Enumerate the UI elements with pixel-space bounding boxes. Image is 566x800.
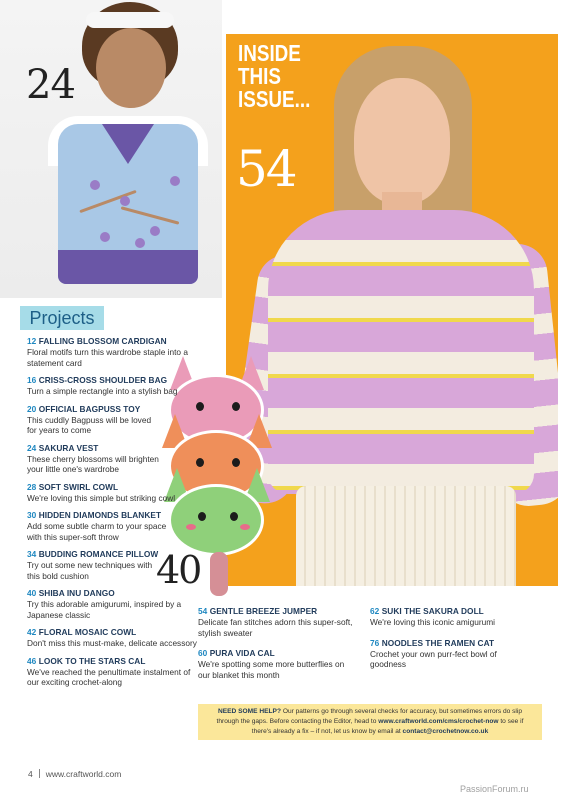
project-description: This cuddly Bagpuss will be loved for years to come — [27, 414, 152, 435]
project-item[interactable] — [27, 549, 197, 581]
projects-column-3 — [370, 606, 540, 680]
project-item[interactable] — [370, 638, 540, 670]
project-description: We're loving this iconic amigurumi — [370, 617, 496, 627]
project-item[interactable] — [27, 336, 197, 368]
project-item[interactable] — [27, 443, 197, 475]
sakura-vest-page-number: 24 — [26, 62, 75, 108]
project-title: 34 BUDDING ROMANCE PILLOW — [27, 549, 159, 559]
footer-site[interactable]: www.craftworld.com — [45, 769, 122, 779]
child-face — [96, 28, 166, 108]
sakura-vest-photo — [0, 0, 222, 298]
project-title: 20 OFFICIAL BAGPUSS TOY — [27, 403, 141, 414]
vest-flower — [150, 226, 160, 236]
dango-eye — [196, 402, 204, 411]
project-description: Turn a simple rectangle into a stylish bag — [27, 386, 178, 396]
project-description: Add some subtle charm to your space with this super-soft throw — [27, 521, 167, 542]
project-item[interactable] — [27, 482, 197, 504]
dango-eye — [232, 458, 240, 467]
projects-heading: Projects — [20, 306, 104, 330]
project-item[interactable] — [27, 375, 197, 397]
project-title: 12 FALLING BLOSSOM CARDIGAN — [27, 336, 167, 346]
dango-page-number: 40 — [156, 548, 201, 592]
projects-list — [27, 336, 197, 695]
project-item[interactable] — [27, 510, 197, 542]
help-link-email[interactable]: contact@crochetnow.co.uk — [402, 728, 489, 735]
dango-eye — [196, 458, 204, 467]
project-item[interactable] — [27, 588, 197, 620]
help-text: Our patterns go through several checks for accuracy, but sometimes errors do slip through the gaps. Before contacting the Editor, head to — [216, 708, 523, 725]
child-vest-ribbing — [58, 250, 198, 284]
dango-eye — [232, 402, 240, 411]
help-text: to see if there's already a fix – if not, let us know by email at — [251, 718, 524, 735]
vest-flower — [120, 196, 130, 206]
project-title: 46 LOOK TO THE STARS CAL — [27, 655, 146, 666]
need-help-box — [198, 704, 542, 740]
project-item[interactable] — [198, 606, 358, 638]
project-description: Try out some new techniques with this bold cushion — [27, 560, 153, 581]
woman-face — [354, 78, 450, 204]
footer-divider — [39, 769, 40, 778]
project-title: 54 GENTLE BREEZE JUMPER — [198, 606, 318, 616]
project-description: We've reached the penultimate instalment of our exciting crochet-along — [27, 666, 191, 687]
project-item[interactable] — [27, 404, 197, 436]
project-item[interactable] — [27, 656, 197, 688]
vest-flower — [135, 238, 145, 248]
project-description: Floral motifs turn this wardrobe staple into a statement card — [27, 347, 188, 368]
vest-flower — [170, 176, 180, 186]
jumper-page-number: 54 — [236, 140, 296, 198]
page-footer — [28, 769, 121, 779]
pleated-skirt — [296, 486, 516, 586]
project-description: We're spotting some more butterflies on our blanket this month — [198, 659, 345, 680]
project-title: 16 CRISS-CROSS SHOULDER BAG — [27, 375, 168, 385]
dango-eye — [198, 512, 206, 521]
project-item[interactable] — [370, 606, 540, 628]
project-title: 76 NOODLES THE RAMEN CAT — [370, 637, 495, 648]
project-item[interactable] — [198, 648, 358, 680]
project-title: 62 SUKI THE SAKURA DOLL — [370, 606, 484, 616]
project-item[interactable] — [27, 627, 197, 649]
help-link-website[interactable]: www.craftworld.com/cms/crochet-now — [378, 718, 499, 725]
page-number: 4 — [28, 769, 33, 779]
project-description: These cherry blossoms will brighten your little one's wardrobe — [27, 453, 159, 474]
project-title: 24 SAKURA VEST — [27, 442, 99, 453]
child-headband — [86, 12, 174, 28]
project-description: Crochet your own purr-fect bowl of goodness — [370, 648, 497, 669]
project-description: We're loving this simple but striking cowl — [27, 492, 176, 503]
watermark: PassionForum.ru — [460, 784, 529, 794]
project-title: 40 SHIBA INU DANGO — [27, 588, 115, 598]
project-title: 60 PURA VIDA CAL — [198, 648, 275, 658]
dango-cheek — [240, 524, 250, 530]
project-description: Delicate fan stitches adorn this super-soft, stylish sweater — [198, 617, 353, 638]
vest-flower — [100, 232, 110, 242]
project-title: 30 HIDDEN DIAMONDS BLANKET — [27, 510, 162, 520]
vest-flower — [90, 180, 100, 190]
inside-this-issue-title: INSIDE THIS ISSUE... — [238, 40, 311, 112]
jumper-body — [268, 210, 534, 494]
project-title: 28 SOFT SWIRL COWL — [27, 481, 119, 492]
project-description: Don't miss this must-make, delicate accessory — [27, 638, 197, 648]
dango-stick — [210, 552, 228, 596]
project-title: 42 FLORAL MOSAIC COWL — [27, 627, 137, 637]
dango-eye — [230, 512, 238, 521]
projects-column-2 — [198, 606, 358, 690]
help-label: NEED SOME HELP? — [217, 708, 281, 715]
project-description: Try this adorable amigurumi, inspired by a Japanese classic — [27, 599, 182, 620]
